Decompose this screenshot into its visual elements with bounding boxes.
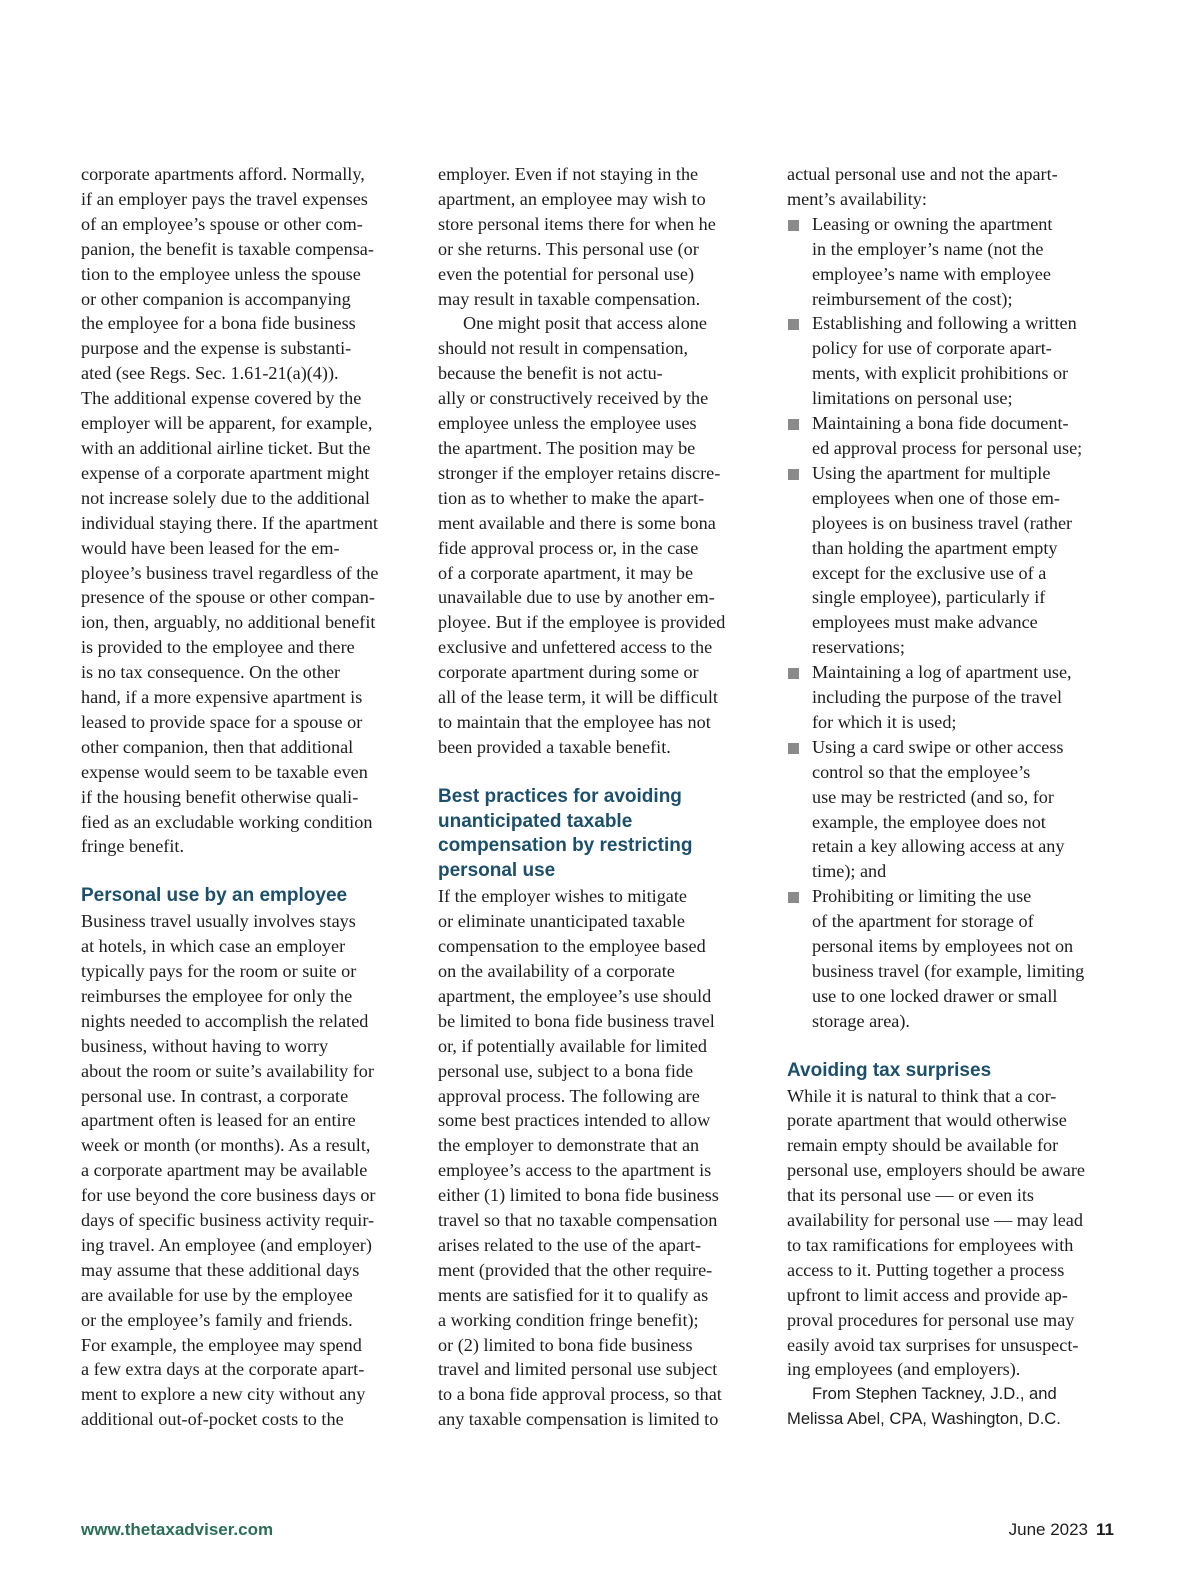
text-line: Leasing or owning the apartment bbox=[812, 213, 1053, 234]
text-line: to tax ramifications for employees with bbox=[787, 1234, 1074, 1255]
text-line: tion as to whether to make the apart- bbox=[438, 487, 705, 508]
text-line: proval procedures for personal use may bbox=[787, 1309, 1075, 1330]
text-line: purpose and the expense is substanti- bbox=[81, 338, 352, 359]
text-line: if the housing benefit otherwise quali- bbox=[81, 786, 359, 807]
text-line: additional out-of-pocket costs to the bbox=[81, 1409, 344, 1430]
text-line: including the purpose of the travel bbox=[812, 687, 1063, 708]
text-line: stronger if the employer retains discre- bbox=[438, 462, 721, 483]
heading-line: Avoiding tax surprises bbox=[787, 1059, 992, 1081]
paragraph bbox=[81, 909, 413, 1432]
text-line: may result in taxable compensation. bbox=[438, 288, 701, 309]
article-column-2 bbox=[438, 162, 762, 1432]
square-bullet-icon bbox=[788, 469, 799, 480]
text-line: leased to provide space for a spouse or bbox=[81, 711, 363, 732]
text-line: or other companion is accompanying bbox=[81, 288, 351, 309]
text-line: not increase solely due to the additional bbox=[81, 487, 370, 508]
text-line: ment to explore a new city without any bbox=[81, 1384, 366, 1405]
text-line: access to it. Putting together a process bbox=[787, 1259, 1065, 1280]
text-line: to a bona fide approval process, so that bbox=[438, 1384, 722, 1405]
text-line: with an additional airline ticket. But the bbox=[81, 437, 371, 458]
text-line: ployees is on business travel (rather bbox=[812, 512, 1073, 533]
text-line: all of the lease term, it will be difficult bbox=[438, 687, 718, 708]
text-line: is no tax consequence. On the other bbox=[81, 662, 341, 683]
text-line: been provided a taxable benefit. bbox=[438, 736, 671, 757]
text-line: a working condition fringe benefit); bbox=[438, 1309, 699, 1330]
text-line: reimburses the employee for only the bbox=[81, 985, 353, 1006]
section-spacer bbox=[787, 1034, 1119, 1059]
text-line: would have been leased for the em- bbox=[81, 537, 340, 558]
text-line: reimbursement of the cost); bbox=[812, 288, 1013, 309]
heading-line: unanticipated taxable bbox=[438, 810, 633, 832]
text-line: ally or constructively received by the bbox=[438, 388, 709, 409]
text-line: employees when one of those em- bbox=[812, 487, 1060, 508]
text-line: policy for use of corporate apart- bbox=[812, 338, 1052, 359]
text-line: time); and bbox=[812, 861, 887, 882]
text-line: ment available and there is some bona bbox=[438, 512, 716, 533]
text-line: a corporate apartment may be available bbox=[81, 1160, 368, 1181]
text-line: apartment, an employee may wish to bbox=[438, 188, 706, 209]
text-line: nights needed to accomplish the related bbox=[81, 1010, 369, 1031]
text-line: availability for personal use — may lead bbox=[787, 1210, 1083, 1231]
text-line: or the employee’s family and friends. bbox=[81, 1309, 353, 1330]
bullet-item bbox=[787, 411, 1119, 461]
text-line: travel so that no taxable compensation bbox=[438, 1210, 718, 1231]
section-spacer bbox=[81, 859, 413, 884]
text-line: other companion, then that additional bbox=[81, 736, 354, 757]
footer-issue-date: June 2023 bbox=[1008, 1520, 1089, 1539]
text-line: ated (see Regs. Sec. 1.61-21(a)(4)). bbox=[81, 363, 339, 384]
text-line: store personal items there for when he bbox=[438, 213, 716, 234]
article-column-1 bbox=[81, 162, 413, 1432]
text-line: individual staying there. If the apartment bbox=[81, 512, 378, 533]
text-line: typically pays for the room or suite or bbox=[81, 960, 357, 981]
text-line: storage area). bbox=[812, 1010, 910, 1031]
text-line: If the employer wishes to mitigate bbox=[438, 886, 688, 907]
text-line: because the benefit is not actu- bbox=[438, 363, 663, 384]
text-line: corporate apartment during some or bbox=[438, 662, 699, 683]
text-line: fied as an excludable working condition bbox=[81, 811, 373, 832]
paragraph bbox=[81, 162, 413, 859]
text-line: employee’s access to the apartment is bbox=[438, 1160, 712, 1181]
bullet-item bbox=[787, 660, 1119, 735]
text-line: The additional expense covered by the bbox=[81, 388, 362, 409]
text-line: fide approval process or, in the case bbox=[438, 537, 699, 558]
text-line: week or month (or months). As a result, bbox=[81, 1135, 371, 1156]
text-line: fringe benefit. bbox=[81, 836, 185, 857]
text-line: should not result in compensation, bbox=[438, 338, 689, 359]
text-line: or, if potentially available for limited bbox=[438, 1035, 707, 1056]
square-bullet-icon bbox=[788, 220, 799, 231]
text-line: ments, with explicit prohibitions or bbox=[812, 363, 1069, 384]
text-line: hand, if a more expensive apartment is bbox=[81, 687, 363, 708]
text-line: that its personal use — or even its bbox=[787, 1185, 1034, 1206]
text-line: of a corporate apartment, it may be bbox=[438, 562, 694, 583]
bullet-item bbox=[787, 884, 1119, 1033]
text-line: personal items by employees not on bbox=[812, 936, 1074, 957]
text-line: corporate apartments afford. Normally, bbox=[81, 164, 365, 184]
text-line: Establishing and following a written bbox=[812, 313, 1077, 334]
text-line: apartment often is leased for an entire bbox=[81, 1110, 356, 1131]
square-bullet-icon bbox=[788, 419, 799, 430]
credit-line: Melissa Abel, CPA, Washington, D.C. bbox=[787, 1409, 1061, 1429]
text-line: is provided to the employee and there bbox=[81, 637, 355, 658]
text-line: actual personal use and not the apart- bbox=[787, 164, 1058, 184]
text-line: Maintaining a log of apartment use, bbox=[812, 662, 1072, 683]
text-line: employees must make advance bbox=[812, 612, 1038, 633]
paragraph bbox=[787, 162, 1119, 212]
text-line: personal use. In contrast, a corporate bbox=[81, 1085, 349, 1106]
text-line: be limited to bona fide business travel bbox=[438, 1010, 715, 1031]
heading-line: personal use bbox=[438, 860, 556, 882]
text-line: some best practices intended to allow bbox=[438, 1110, 711, 1131]
text-line: use may be restricted (and so, for bbox=[812, 786, 1054, 807]
text-line: may assume that these additional days bbox=[81, 1259, 360, 1280]
text-line: expense would seem to be taxable even bbox=[81, 761, 368, 782]
text-line: the employer to demonstrate that an bbox=[438, 1135, 700, 1156]
text-line: tion to the employee unless the spouse bbox=[81, 263, 361, 284]
square-bullet-icon bbox=[788, 319, 799, 330]
text-line: approval process. The following are bbox=[438, 1085, 700, 1106]
text-line: at hotels, in which case an employer bbox=[81, 936, 346, 957]
square-bullet-icon bbox=[788, 668, 799, 679]
bullet-item bbox=[787, 735, 1119, 884]
text-line: easily avoid tax surprises for unsuspect- bbox=[787, 1334, 1079, 1355]
text-line: for use beyond the core business days or bbox=[81, 1185, 376, 1206]
text-line: ployee. But if the employee is provided bbox=[438, 612, 726, 633]
text-line: expense of a corporate apartment might bbox=[81, 462, 370, 483]
square-bullet-icon bbox=[788, 743, 799, 754]
text-line: panion, the benefit is taxable compensa- bbox=[81, 238, 374, 259]
text-line: For example, the employee may spend bbox=[81, 1334, 362, 1355]
text-line: business travel (for example, limiting bbox=[812, 961, 1085, 981]
text-line: limitations on personal use; bbox=[812, 388, 1013, 409]
text-line: for which it is used; bbox=[812, 711, 957, 732]
text-line: apartment, the employee’s use should bbox=[438, 985, 712, 1006]
text-line: reservations; bbox=[812, 637, 905, 658]
section-spacer bbox=[438, 760, 762, 785]
footer-website-link[interactable]: www.thetaxadviser.com bbox=[81, 1520, 274, 1539]
article-column-3 bbox=[787, 162, 1119, 1432]
text-line: example, the employee does not bbox=[812, 811, 1046, 832]
text-line: about the room or suite’s availability for bbox=[81, 1060, 374, 1081]
text-line: even the potential for personal use) bbox=[438, 263, 695, 284]
text-line: use to one locked drawer or small bbox=[812, 985, 1058, 1006]
text-line: single employee), particularly if bbox=[812, 587, 1046, 608]
text-line: are available for use by the employee bbox=[81, 1284, 353, 1305]
section-heading bbox=[438, 785, 762, 885]
text-line: While it is natural to think that a cor- bbox=[787, 1085, 1057, 1106]
text-line: to maintain that the employee has not bbox=[438, 711, 711, 732]
bullet-item bbox=[787, 311, 1119, 411]
bullet-item bbox=[787, 461, 1119, 660]
page-number: 11 bbox=[1096, 1520, 1114, 1539]
text-line: employee’s name with employee bbox=[812, 263, 1051, 284]
text-line: arises related to the use of the apart- bbox=[438, 1234, 702, 1255]
text-line: ments are satisfied for it to qualify as bbox=[438, 1284, 709, 1305]
text-line: employee unless the employee uses bbox=[438, 413, 697, 434]
text-line: presence of the spouse or other compan- bbox=[81, 587, 375, 608]
text-line: ing travel. An employee (and employer) bbox=[81, 1234, 372, 1255]
text-line: in the employer’s name (not the bbox=[812, 238, 1044, 259]
text-line: personal use, subject to a bona fide bbox=[438, 1060, 694, 1081]
author-credit bbox=[787, 1382, 1119, 1432]
text-line: upfront to limit access and provide ap- bbox=[787, 1284, 1068, 1305]
text-line: One might posit that access alone bbox=[463, 313, 707, 334]
text-line: employer will be apparent, for example, bbox=[81, 413, 373, 434]
text-line: retain a key allowing access at any bbox=[812, 836, 1065, 857]
text-line: a few extra days at the corporate apart- bbox=[81, 1359, 365, 1380]
text-line: Maintaining a bona fide document- bbox=[812, 413, 1069, 434]
text-line: ployee’s business travel regardless of the bbox=[81, 562, 379, 583]
text-line: days of specific business activity requir- bbox=[81, 1210, 375, 1231]
section-heading bbox=[81, 884, 413, 909]
text-line: unavailable due to use by another em- bbox=[438, 587, 715, 608]
text-line: porate apartment that would otherwise bbox=[787, 1110, 1067, 1131]
text-line: than holding the apartment empty bbox=[812, 537, 1058, 558]
heading-line: compensation by restricting bbox=[438, 835, 693, 857]
text-line: exclusive and unfettered access to the bbox=[438, 637, 713, 658]
section-heading bbox=[787, 1059, 1119, 1084]
text-line: of the apartment for storage of bbox=[812, 911, 1034, 932]
square-bullet-icon bbox=[788, 892, 799, 903]
text-line: Prohibiting or limiting the use bbox=[812, 886, 1032, 907]
text-line: any taxable compensation is limited to bbox=[438, 1409, 719, 1430]
text-line: employer. Even if not staying in the bbox=[438, 164, 699, 184]
text-line: if an employer pays the travel expenses bbox=[81, 188, 368, 209]
text-line: of an employee’s spouse or other com- bbox=[81, 213, 363, 234]
text-line: control so that the employee’s bbox=[812, 761, 1031, 782]
text-line: ment (provided that the other require- bbox=[438, 1259, 713, 1280]
text-line: ing employees (and employers). bbox=[787, 1359, 1021, 1380]
text-line: or (2) limited to bona fide business bbox=[438, 1334, 693, 1355]
footer-issue-info bbox=[1009, 1520, 1114, 1540]
text-line: business, without having to worry bbox=[81, 1035, 329, 1056]
text-line: ion, then, arguably, no additional benefit bbox=[81, 612, 376, 633]
heading-line: Personal use by an employee bbox=[81, 885, 348, 907]
text-line: Using the apartment for multiple bbox=[812, 462, 1051, 483]
text-line: or eliminate unanticipated taxable bbox=[438, 911, 685, 932]
text-line: or she returns. This personal use (or bbox=[438, 238, 699, 259]
text-line: ment’s availability: bbox=[787, 188, 927, 209]
text-line: the apartment. The position may be bbox=[438, 437, 696, 458]
text-line: either (1) limited to bona fide business bbox=[438, 1185, 719, 1206]
text-line: on the availability of a corporate bbox=[438, 960, 675, 981]
heading-line: Best practices for avoiding bbox=[438, 785, 682, 807]
paragraph bbox=[438, 884, 762, 1432]
text-line: Using a card swipe or other access bbox=[812, 736, 1064, 757]
text-line: remain empty should be available for bbox=[787, 1135, 1059, 1156]
paragraph bbox=[438, 162, 762, 311]
text-line: Business travel usually involves stays bbox=[81, 911, 356, 932]
text-line: compensation to the employee based bbox=[438, 936, 706, 957]
text-line: the employee for a bona fide business bbox=[81, 313, 356, 334]
text-line: except for the exclusive use of a bbox=[812, 562, 1047, 583]
paragraph bbox=[438, 311, 762, 759]
text-line: travel and limited personal use subject bbox=[438, 1359, 718, 1380]
credit-line: From Stephen Tackney, J.D., and bbox=[812, 1384, 1057, 1404]
text-line: ed approval process for personal use; bbox=[812, 437, 1083, 458]
paragraph bbox=[787, 1084, 1119, 1383]
text-line: personal use, employers should be aware bbox=[787, 1160, 1085, 1181]
bullet-item bbox=[787, 212, 1119, 312]
